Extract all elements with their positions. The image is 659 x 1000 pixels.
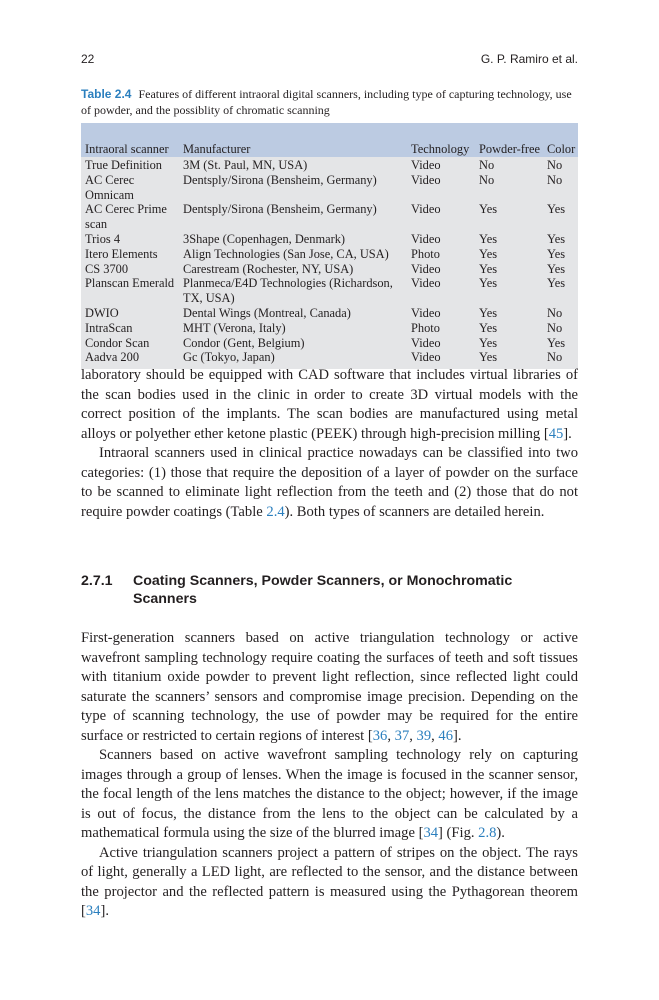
table-cell: Video [411,335,441,350]
table-cell: Dentsply/Sirona (Bensheim, Germany) [183,172,377,187]
paragraph-text: ). Both types of scanners are detailed herein. [284,503,545,520]
table-cell: 3M (St. Paul, MN, USA) [183,158,308,172]
table-caption-text: Features of different intraoral digital scanners, including type of capturing technology, use of powder, and the possiblity of chromatic scanning [81,87,572,117]
table-cell: Yes [479,350,498,365]
paragraph-text: ]. [563,425,572,442]
table-cell: No [547,305,563,320]
body-text-top [81,366,578,522]
table-cell: Photo [411,320,440,335]
paragraph-text: , [409,727,417,744]
table-cell: Condor Scan [85,335,150,350]
table-row [81,202,578,232]
table-cell: Dental Wings (Montreal, Canada) [183,305,351,320]
table-row [81,262,578,277]
table-cell: No [479,158,495,172]
table-cell: Video [411,261,441,276]
table-cell: Condor (Gent, Belgium) [183,335,305,350]
table-cell: Gc (Tokyo, Japan) [183,350,275,365]
col-header-color: Color [547,142,576,156]
paragraph-text: Active triangulation scanners project a pattern of stripes on the object. The rays of light, generally a LED light, are reflected to the sensor, and the distance between the projector and the reflected pattern is measured using the Pythagorean theorem [ [81,844,578,919]
table-label: Table 2.4 [81,87,132,101]
paragraph-text: Scanners based on active wavefront sampling technology rely on capturing images through a group of lenses. When the image is focused in the scanner sensor, the focal length of the lens matches the distance to the object; however, if the image is out of focus, the distance from the lens to the object can be calculated by a mathematical formula using the size of the blurred image [ [81,747,578,841]
table-cell: Yes [479,246,498,261]
table-cell: No [547,158,563,172]
table-cell: AC Cerec Prime scan [85,202,167,232]
running-authors: G. P. Ramiro et al. [480,52,578,66]
table-cell: Dentsply/Sirona (Bensheim, Germany) [183,202,377,217]
table-cell: Yes [479,202,498,217]
table-body [81,157,578,369]
citation-link[interactable]: 2.4 [266,503,285,520]
table-cell: Planmeca/E4D Technologies (Richardson, TX, USA) [183,276,393,306]
paragraph [81,366,578,444]
citation-link[interactable]: 46 [438,727,454,744]
table-cell: Carestream (Rochester, NY, USA) [183,261,354,276]
table-row [81,157,578,173]
table-cell: No [547,320,563,335]
table-cell: No [547,172,563,187]
table-cell: IntraScan [85,320,133,335]
table-cell: Yes [547,335,566,350]
col-header-manufacturer: Manufacturer [183,142,251,156]
table-header [81,123,578,157]
paragraph-text: laboratory should be equipped with CAD software that includes virtual libraries of the scan bodies used in the clinic in order to create 3D virtual models with the correct position of the implants. The scan bodies are manufactured using metal alloys or polyether ether ketone plastic (PEEK) through high-precision milling [ [81,367,578,442]
table-cell: Video [411,231,441,246]
table-cell: CS 3700 [85,261,129,276]
table-cell: Video [411,276,441,291]
section-number: 2.7.1 [81,573,113,589]
table-cell: Itero Elements [85,246,158,261]
table-cell: No [547,350,563,365]
table-row [81,306,578,321]
paragraph-text: ]. [453,727,462,744]
citation-link[interactable]: 45 [548,425,564,442]
table-cell: Yes [547,231,566,246]
table-cell: Yes [547,202,566,217]
col-header-scanner: Intraoral scanner [85,142,169,156]
table-caption [81,86,578,118]
table-row [81,247,578,262]
paragraph [81,746,578,844]
section-title: Coating Scanners, Powder Scanners, or Monochromatic Scanners [133,573,513,607]
table-cell: Yes [547,246,566,261]
table-cell: Aadva 200 [85,350,140,365]
paragraph-text: ). [496,825,505,841]
table-cell: AC Cerec Omnicam [85,172,135,202]
citation-link[interactable]: 39 [416,727,432,744]
paragraph-text: , [431,727,439,744]
paragraph-text: Intraoral scanners used in clinical practice nowadays can be classified into two categories: (1) those that require the deposition of a layer of powder on the surface to be scanned to eliminate light reflection from the teeth and (2) those that do not require powder coatings (Table [81,445,578,520]
page-number: 22 [81,52,95,66]
paragraph [81,444,578,522]
paragraph [81,629,578,746]
table-cell: Yes [479,261,498,276]
table-cell: DWIO [85,305,119,320]
citation-link[interactable]: 2.8 [478,825,497,841]
table-row [81,173,578,203]
table-cell: Video [411,305,441,320]
table-row [81,276,578,306]
paragraph-text: ] (Fig. [438,825,479,841]
table-cell: Yes [479,320,498,335]
citation-link[interactable]: 34 [85,903,101,919]
col-header-powder-free: Powder-free [479,142,540,156]
citation-link[interactable]: 34 [423,825,439,841]
table-cell: MHT (Verona, Italy) [183,320,286,335]
paragraph [81,844,578,922]
table-cell: Video [411,172,441,187]
table-row [81,232,578,247]
table-cell: True Definition [85,158,162,172]
table-cell: Video [411,158,441,172]
table-cell: Yes [479,335,498,350]
table-cell: No [479,172,495,187]
table-cell: Trios 4 [85,231,121,246]
col-header-technology: Technology [411,142,470,156]
table-cell: Yes [479,305,498,320]
table-cell: Photo [411,246,440,261]
running-header [81,52,578,70]
table-row [81,321,578,336]
table-cell: Video [411,202,441,217]
table-row [81,336,578,351]
table-cell: Yes [547,261,566,276]
table-cell: Yes [479,231,498,246]
table-cell: Video [411,350,441,365]
paragraph-text: ]. [100,903,109,919]
table-cell: 3Shape (Copenhagen, Denmark) [183,231,346,246]
table-cell: Align Technologies (San Jose, CA, USA) [183,246,389,261]
table-cell: Yes [547,276,566,291]
table-cell: Yes [479,276,498,291]
paragraph-text: First-generation scanners based on active triangulation technology or active wavefront sampling technology require coating the surfaces of teeth and soft tissues with titanium oxide powder to prevent light reflection, since reflected light could saturate the scanners’ sensors and compromise image precision. Depending on the type of scanning technology, the use of powder may be required for the entire surface or restricted to certain regions of interest [ [81,630,578,744]
table-cell: Planscan Emerald [85,276,175,291]
citation-link[interactable]: 36 [372,727,388,744]
body-text-bottom [81,629,578,922]
paragraph-text: , [387,727,395,744]
scanner-table [81,123,578,369]
citation-link[interactable]: 37 [394,727,410,744]
